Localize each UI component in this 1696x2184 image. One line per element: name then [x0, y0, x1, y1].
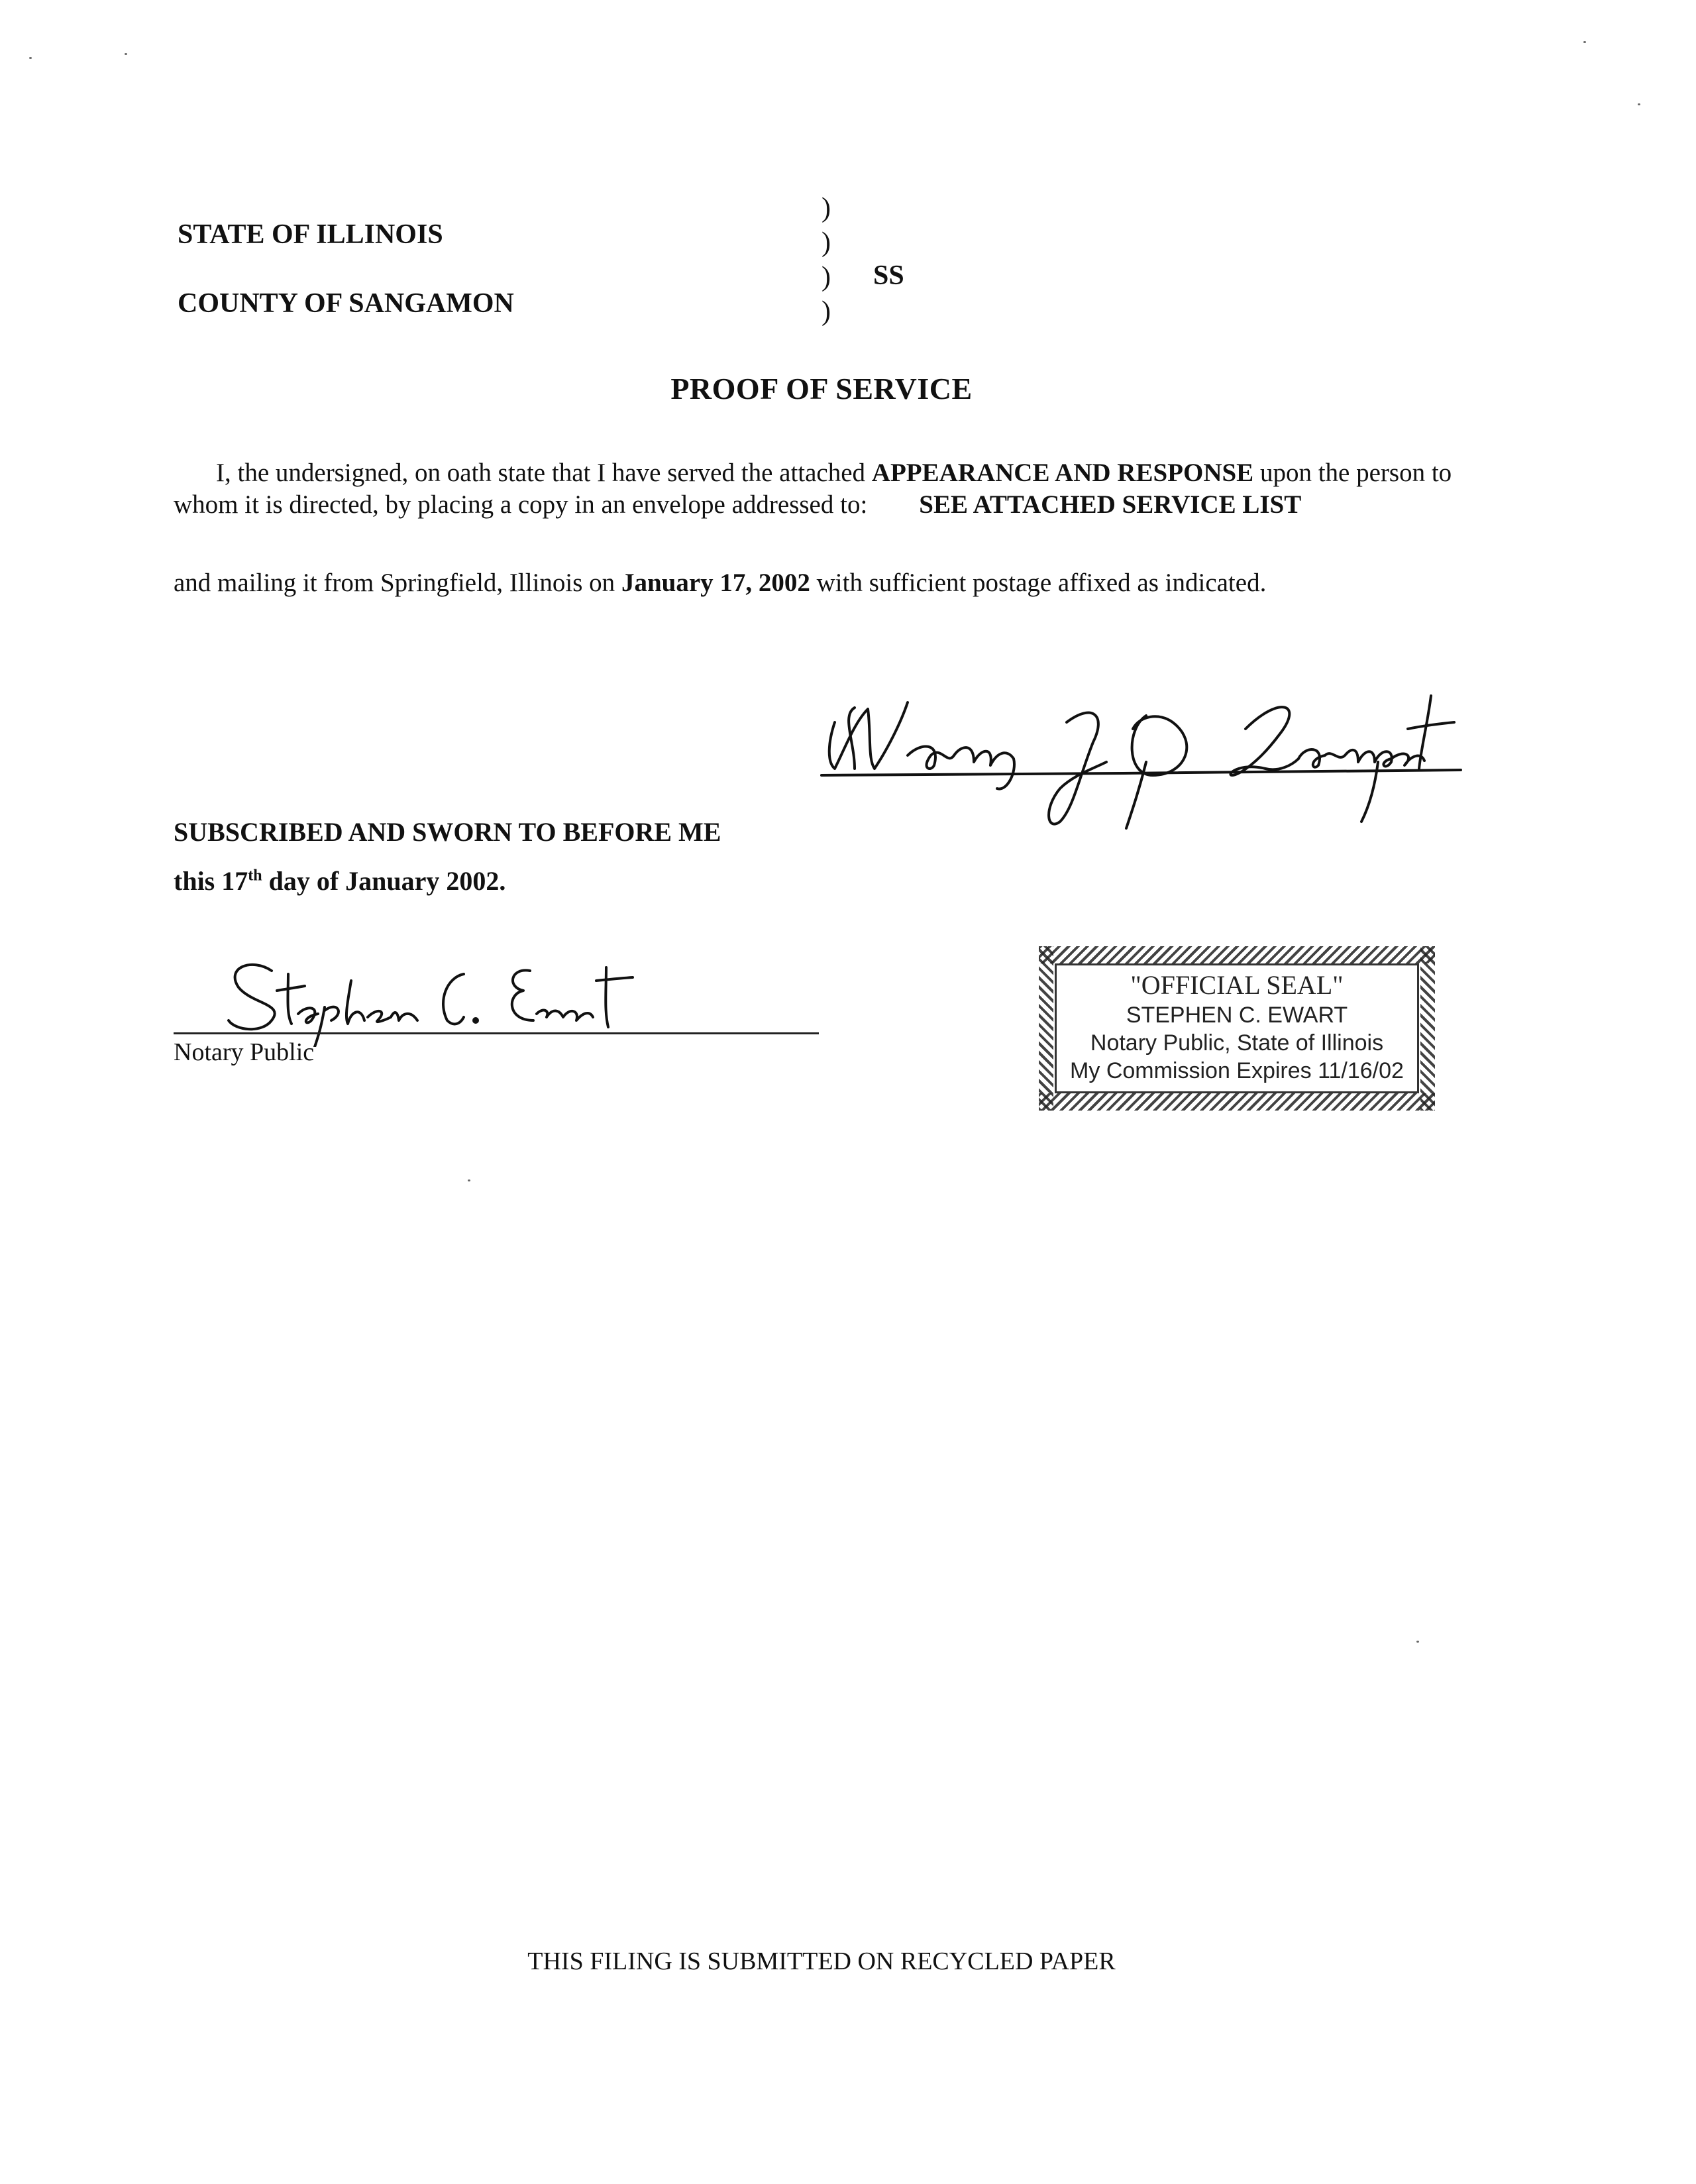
- seal-notary-state: Notary Public, State of Illinois: [1090, 1030, 1384, 1056]
- scan-speck: [1416, 1641, 1419, 1643]
- mailing-text-part2: with sufficient postage affixed as indicated.: [810, 569, 1267, 597]
- jurat-line-1: SUBSCRIBED AND SWORN TO BEFORE ME: [174, 817, 721, 847]
- scan-speck: [1638, 103, 1640, 105]
- venue-paren: ): [822, 193, 831, 223]
- venue-ss: SS: [873, 260, 904, 291]
- venue-paren: ): [822, 296, 831, 327]
- seal-rope-bottom: [1039, 1093, 1435, 1111]
- notary-signature-line: [174, 1032, 819, 1034]
- venue-county: COUNTY OF SANGAMON: [178, 288, 514, 319]
- official-seal-stamp: [1039, 946, 1435, 1111]
- mailing-date: January 17, 2002: [621, 569, 810, 597]
- seal-title: "OFFICIAL SEAL": [1130, 970, 1344, 1000]
- jurat-day-suffix: th: [248, 867, 262, 885]
- jurat-day-rest: day of January 2002.: [262, 866, 506, 896]
- document-title: PROOF OF SERVICE: [670, 372, 973, 406]
- seal-notary-name: STEPHEN C. EWART: [1126, 1003, 1348, 1028]
- mailing-paragraph: [174, 567, 1565, 599]
- seal-rope-right: [1420, 946, 1435, 1111]
- jurat-line-2: [174, 865, 505, 897]
- venue-block: [178, 219, 514, 319]
- jurat-day-prefix: this 17: [174, 866, 248, 896]
- service-text-part1: I, the undersigned, on oath state that I have served the attached: [216, 459, 872, 487]
- service-text-part2: upon the person to whom it is directed, by placing a copy in an envelope addressed to:: [174, 459, 1452, 519]
- seal-commission-expiry: My Commission Expires 11/16/02: [1070, 1058, 1404, 1083]
- server-signature: [815, 676, 1464, 835]
- venue-state: STATE OF ILLINOIS: [178, 219, 443, 250]
- scan-speck: [125, 53, 127, 55]
- service-paragraph: [174, 457, 1499, 521]
- scan-speck: [1583, 41, 1586, 43]
- service-list-reference: SEE ATTACHED SERVICE LIST: [919, 490, 1302, 519]
- seal-content: [1055, 963, 1419, 1093]
- venue-paren: ): [822, 262, 831, 292]
- venue-parentheses: [822, 191, 831, 329]
- notary-label: Notary Public: [174, 1038, 315, 1066]
- venue-paren: ): [822, 227, 831, 258]
- mailing-text-part1: and mailing it from Springfield, Illinois on: [174, 569, 621, 597]
- seal-rope-left: [1039, 946, 1053, 1111]
- scan-speck: [468, 1179, 470, 1181]
- seal-rope-top: [1039, 946, 1435, 963]
- scan-speck: [29, 57, 32, 59]
- recycled-paper-footer: THIS FILING IS SUBMITTED ON RECYCLED PAPER: [527, 1947, 1116, 1975]
- served-document-name: APPEARANCE AND RESPONSE: [871, 459, 1254, 487]
